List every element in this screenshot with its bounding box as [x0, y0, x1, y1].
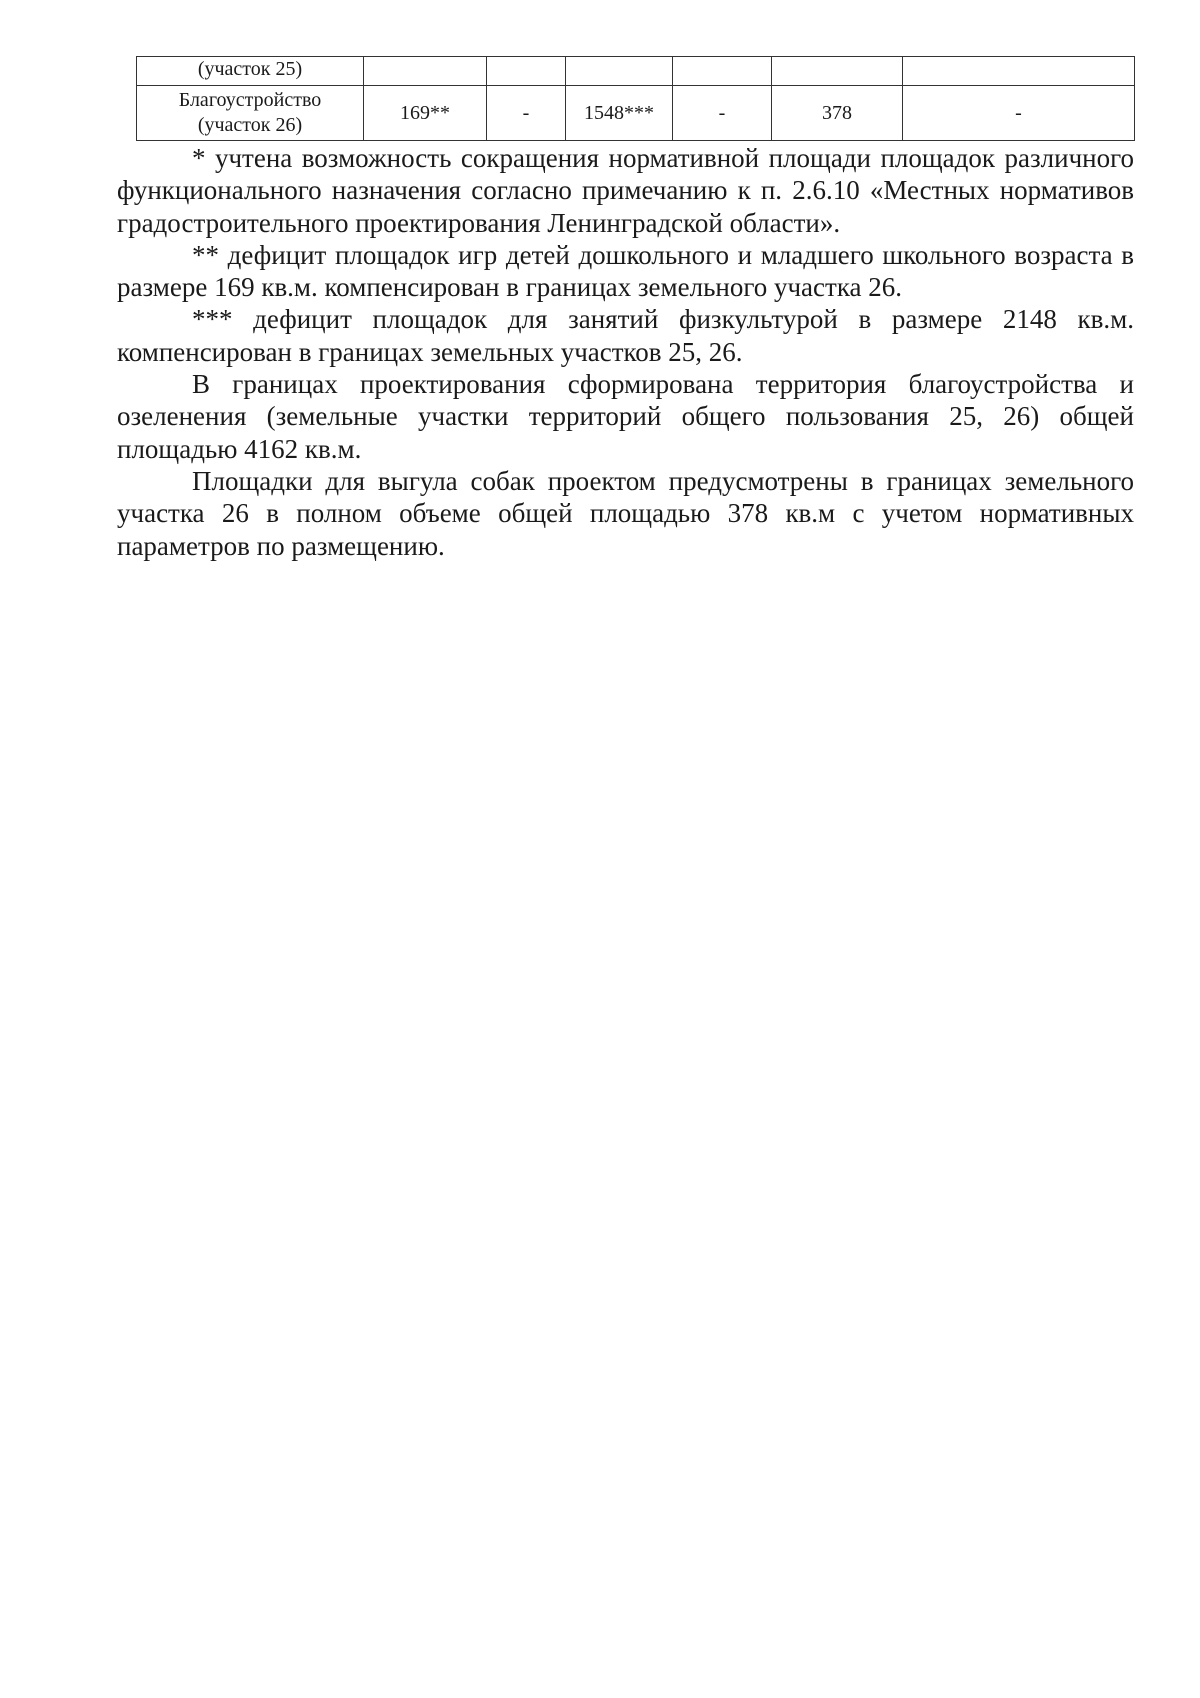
- table-cell: [364, 57, 487, 86]
- footnote-single-asterisk: * учтена возможность сокращения нормативной площади площадок различного функционального назначения согласно примечанию к п. 2.6.10 «Местных нормативов градостроительного проектирования Ленинградской области».: [117, 143, 1134, 238]
- row-label-line: Благоустройство: [178, 89, 322, 111]
- areas-table: [136, 56, 1135, 141]
- paragraph-dog-areas: Площадки для выгула собак проектом предусмотрены в границах земельного участка 26 в полном объеме общей площадью 378 кв.м с учетом нормативных параметров по размещению.: [117, 465, 1134, 561]
- paragraph-landscaping: В границах проектирования сформирована территория благоустройства и озеленения (земельные участки территорий общего пользования 25, 26) общей площадью 4162 кв.м.: [117, 369, 1134, 464]
- body-text: [117, 142, 1134, 562]
- table-cell: 1548***: [566, 86, 673, 141]
- table-cell: 169**: [364, 86, 487, 141]
- row-label-line: (участок 26): [197, 114, 303, 136]
- table-cell: 378: [772, 86, 903, 141]
- table-row: [137, 86, 1135, 141]
- row-label-line: (участок 25): [197, 58, 303, 80]
- table-cell: [772, 57, 903, 86]
- footnote-double-asterisk: ** дефицит площадок игр детей дошкольного и младшего школьного возраста в размере 169 кв.м. компенсирован в границах земельного участка 26.: [117, 239, 1134, 303]
- table-cell: -: [487, 86, 566, 141]
- table-cell: [566, 57, 673, 86]
- table-cell-label: [137, 57, 364, 86]
- table-cell: -: [673, 86, 772, 141]
- table-row: [137, 57, 1135, 86]
- table-cell: -: [903, 86, 1135, 141]
- footnote-triple-asterisk: *** дефицит площадок для занятий физкультурой в размере 2148 кв.м. компенсирован в границах земельных участков 25, 26.: [117, 304, 1134, 367]
- table-cell: [673, 57, 772, 86]
- table-cell: [903, 57, 1135, 86]
- table-cell: [487, 57, 566, 86]
- table-cell-label: [137, 86, 364, 141]
